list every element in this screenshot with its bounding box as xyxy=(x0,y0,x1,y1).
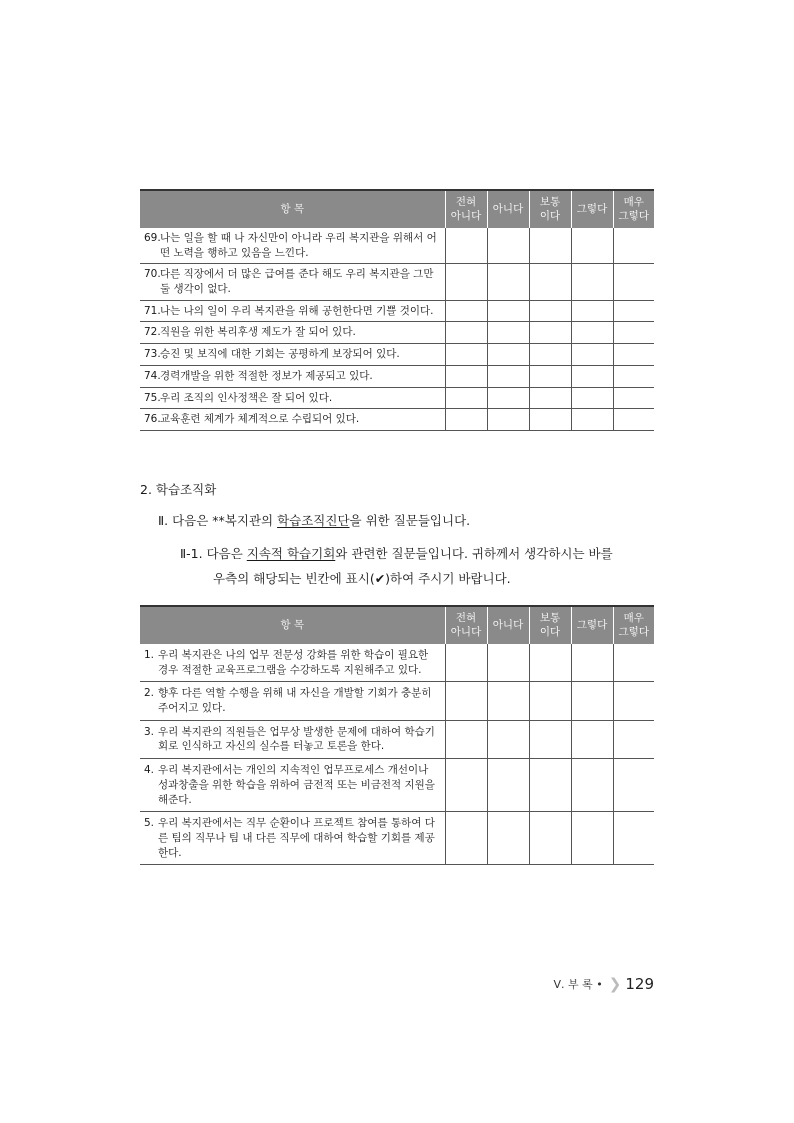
survey-table-2 xyxy=(140,605,654,865)
rating-cell[interactable] xyxy=(571,759,613,812)
table-row xyxy=(140,387,654,409)
rating-cell[interactable] xyxy=(613,759,654,812)
rating-cell[interactable] xyxy=(445,812,487,865)
item-cell xyxy=(140,682,445,720)
item-cell xyxy=(140,759,445,812)
table-row xyxy=(140,644,654,682)
rating-cell[interactable] xyxy=(445,720,487,758)
instruction-text-line2: 우측의 해당되는 빈칸에 표시(✔)하여 주시기 바랍니다. xyxy=(213,571,511,586)
item-cell xyxy=(140,322,445,344)
item-text: 우리 조직의 인사정책은 잘 되어 있다. xyxy=(160,391,333,404)
survey-table-1 xyxy=(140,189,654,431)
table-row xyxy=(140,682,654,720)
rating-cell[interactable] xyxy=(445,759,487,812)
table-row xyxy=(140,720,654,758)
rating-cell[interactable] xyxy=(571,682,613,720)
item-text: 우리 복지관에서는 직무 순환이나 프로젝트 참여를 통하여 다른 팀의 직무나 팀 내 다른 직무에 대하여 학습할 기회를 제공한다. xyxy=(158,817,435,859)
rating-cell[interactable] xyxy=(445,322,487,344)
rating-cell[interactable] xyxy=(487,365,529,387)
section-title: 2. 학습조직화 xyxy=(140,482,217,497)
item-cell xyxy=(140,812,445,865)
item-text: 교육훈련 체계가 체계적으로 수립되어 있다. xyxy=(160,413,360,426)
item-cell xyxy=(140,300,445,322)
item-cell xyxy=(140,720,445,758)
rating-cell[interactable] xyxy=(487,759,529,812)
item-number: 4. xyxy=(144,764,155,777)
item-cell xyxy=(140,264,445,300)
item-text: 나는 나의 일이 우리 복지관을 위해 공헌한다면 기쁠 것이다. xyxy=(160,304,434,317)
rating-cell[interactable] xyxy=(487,344,529,366)
rating-cell[interactable] xyxy=(529,322,571,344)
rating-cell[interactable] xyxy=(487,644,529,682)
rating-cell[interactable] xyxy=(445,300,487,322)
table-row xyxy=(140,365,654,387)
rating-cell[interactable] xyxy=(571,365,613,387)
column-header-rating: 매우 그렇다 xyxy=(613,606,654,644)
table-row xyxy=(140,409,654,431)
rating-cell[interactable] xyxy=(571,387,613,409)
rating-cell[interactable] xyxy=(613,409,654,431)
item-number: 3. xyxy=(144,725,155,738)
column-header-rating: 전혀 아니다 xyxy=(445,190,487,228)
rating-cell[interactable] xyxy=(445,228,487,264)
table-row xyxy=(140,228,654,264)
table-row xyxy=(140,812,654,865)
column-header-rating: 보통 이다 xyxy=(529,190,571,228)
rating-cell[interactable] xyxy=(613,322,654,344)
item-number: 2. xyxy=(144,687,155,700)
rating-cell[interactable] xyxy=(613,682,654,720)
item-text: 향후 다른 역할 수행을 위해 내 자신을 개발할 기회가 충분히 주어지고 있다. xyxy=(158,687,432,715)
rating-cell[interactable] xyxy=(487,322,529,344)
subsection-text: Ⅱ. 다음은 **복지관의 xyxy=(158,513,278,528)
rating-cell[interactable] xyxy=(445,365,487,387)
rating-cell[interactable] xyxy=(445,387,487,409)
rating-cell[interactable] xyxy=(445,644,487,682)
subsection-heading xyxy=(158,511,470,529)
rating-cell[interactable] xyxy=(487,409,529,431)
rating-cell[interactable] xyxy=(529,387,571,409)
rating-cell[interactable] xyxy=(613,264,654,300)
rating-cell[interactable] xyxy=(571,264,613,300)
rating-cell[interactable] xyxy=(487,264,529,300)
rating-cell[interactable] xyxy=(445,409,487,431)
item-number: 75. xyxy=(144,391,161,404)
instruction-text-suffix: 와 관련한 질문들입니다. 귀하께서 생각하시는 바를 xyxy=(335,546,613,561)
column-header-rating: 그렇다 xyxy=(571,606,613,644)
table-header-row xyxy=(140,190,654,228)
column-header-rating: 아니다 xyxy=(487,190,529,228)
page-number: 129 xyxy=(625,975,654,993)
rating-cell[interactable] xyxy=(529,812,571,865)
item-cell xyxy=(140,344,445,366)
table-row xyxy=(140,264,654,300)
rating-cell[interactable] xyxy=(571,409,613,431)
item-cell xyxy=(140,387,445,409)
rating-cell[interactable] xyxy=(529,344,571,366)
item-number: 5. xyxy=(144,817,155,830)
table-row xyxy=(140,322,654,344)
rating-cell[interactable] xyxy=(445,682,487,720)
instruction-underlined-text: 지속적 학습기회 xyxy=(246,546,336,561)
column-header-item: 항 목 xyxy=(140,606,445,644)
column-header-rating: 그렇다 xyxy=(571,190,613,228)
table-header-row xyxy=(140,606,654,644)
rating-cell[interactable] xyxy=(571,344,613,366)
rating-cell[interactable] xyxy=(571,720,613,758)
rating-cell[interactable] xyxy=(571,812,613,865)
rating-cell[interactable] xyxy=(529,300,571,322)
rating-cell[interactable] xyxy=(571,228,613,264)
item-number: 1. xyxy=(144,649,155,661)
item-number: 73. xyxy=(144,348,161,361)
table-row xyxy=(140,300,654,322)
rating-cell[interactable] xyxy=(613,365,654,387)
rating-cell[interactable] xyxy=(529,264,571,300)
rating-cell[interactable] xyxy=(487,228,529,264)
item-text: 우리 복지관은 나의 업무 전문성 강화를 위한 학습이 필요한 경우 적절한 교육프로그램을 수강하도록 지원해주고 있다. xyxy=(158,649,429,676)
page-footer xyxy=(554,975,654,993)
table-row xyxy=(140,759,654,812)
rating-cell[interactable] xyxy=(613,387,654,409)
column-header-rating: 매우 그렇다 xyxy=(613,190,654,228)
rating-cell[interactable] xyxy=(487,682,529,720)
item-text: 나는 일을 할 때 나 자신만이 아니라 우리 복지관을 위해서 어떤 노력을 행하고 있음을 느낀다. xyxy=(160,232,437,259)
rating-cell[interactable] xyxy=(487,387,529,409)
rating-cell[interactable] xyxy=(613,812,654,865)
rating-cell[interactable] xyxy=(613,720,654,758)
item-number: 70. xyxy=(144,268,161,281)
rating-cell[interactable] xyxy=(529,228,571,264)
item-cell xyxy=(140,365,445,387)
rating-cell[interactable] xyxy=(529,720,571,758)
item-text: 승진 및 보직에 대한 기회는 공평하게 보장되어 있다. xyxy=(160,348,400,361)
instruction-text: Ⅱ-1. 다음은 xyxy=(180,546,247,561)
item-cell xyxy=(140,644,445,682)
rating-cell[interactable] xyxy=(529,644,571,682)
rating-cell[interactable] xyxy=(487,812,529,865)
rating-cell[interactable] xyxy=(613,344,654,366)
item-text: 경력개발을 위한 적절한 정보가 제공되고 있다. xyxy=(160,369,373,382)
footer-section-label: Ⅴ. 부 록 • xyxy=(553,978,603,991)
instruction-paragraph xyxy=(180,541,656,591)
item-number: 76. xyxy=(144,413,161,426)
rating-cell[interactable] xyxy=(487,720,529,758)
rating-cell[interactable] xyxy=(529,365,571,387)
subsection-underlined-text: 학습조직진단 xyxy=(277,513,350,528)
item-cell xyxy=(140,409,445,431)
rating-cell[interactable] xyxy=(529,759,571,812)
item-text: 다른 직장에서 더 많은 급여를 준다 해도 우리 복지관을 그만둘 생각이 없다. xyxy=(160,268,434,296)
column-header-rating: 전혀 아니다 xyxy=(445,606,487,644)
rating-cell[interactable] xyxy=(613,228,654,264)
item-number: 69. xyxy=(144,232,161,244)
column-header-item: 항 목 xyxy=(140,190,445,228)
column-header-rating: 아니다 xyxy=(487,606,529,644)
item-cell xyxy=(140,228,445,264)
table-row xyxy=(140,344,654,366)
chevron-right-icon: ❯ xyxy=(608,975,622,993)
column-header-rating: 보통 이다 xyxy=(529,606,571,644)
item-text: 우리 복지관의 직원들은 업무상 발생한 문제에 대하여 학습기회로 인식하고 자신의 실수를 터놓고 토론을 한다. xyxy=(158,725,435,753)
rating-cell[interactable] xyxy=(487,300,529,322)
item-text: 직원을 위한 복리후생 제도가 잘 되어 있다. xyxy=(160,326,356,339)
rating-cell[interactable] xyxy=(445,264,487,300)
item-text: 우리 복지관에서는 개인의 지속적인 업무프로세스 개선이나 성과창출을 위한 학습을 위하여 금전적 또는 비금전적 지원을 해준다. xyxy=(158,764,435,806)
rating-cell[interactable] xyxy=(613,300,654,322)
rating-cell[interactable] xyxy=(571,322,613,344)
item-number: 72. xyxy=(144,326,161,339)
rating-cell[interactable] xyxy=(571,300,613,322)
subsection-text-suffix: 을 위한 질문들입니다. xyxy=(349,513,471,528)
rating-cell[interactable] xyxy=(571,644,613,682)
rating-cell[interactable] xyxy=(445,344,487,366)
item-number: 74. xyxy=(144,369,161,382)
rating-cell[interactable] xyxy=(529,409,571,431)
item-number: 71. xyxy=(144,304,161,317)
rating-cell[interactable] xyxy=(529,682,571,720)
rating-cell[interactable] xyxy=(613,644,654,682)
